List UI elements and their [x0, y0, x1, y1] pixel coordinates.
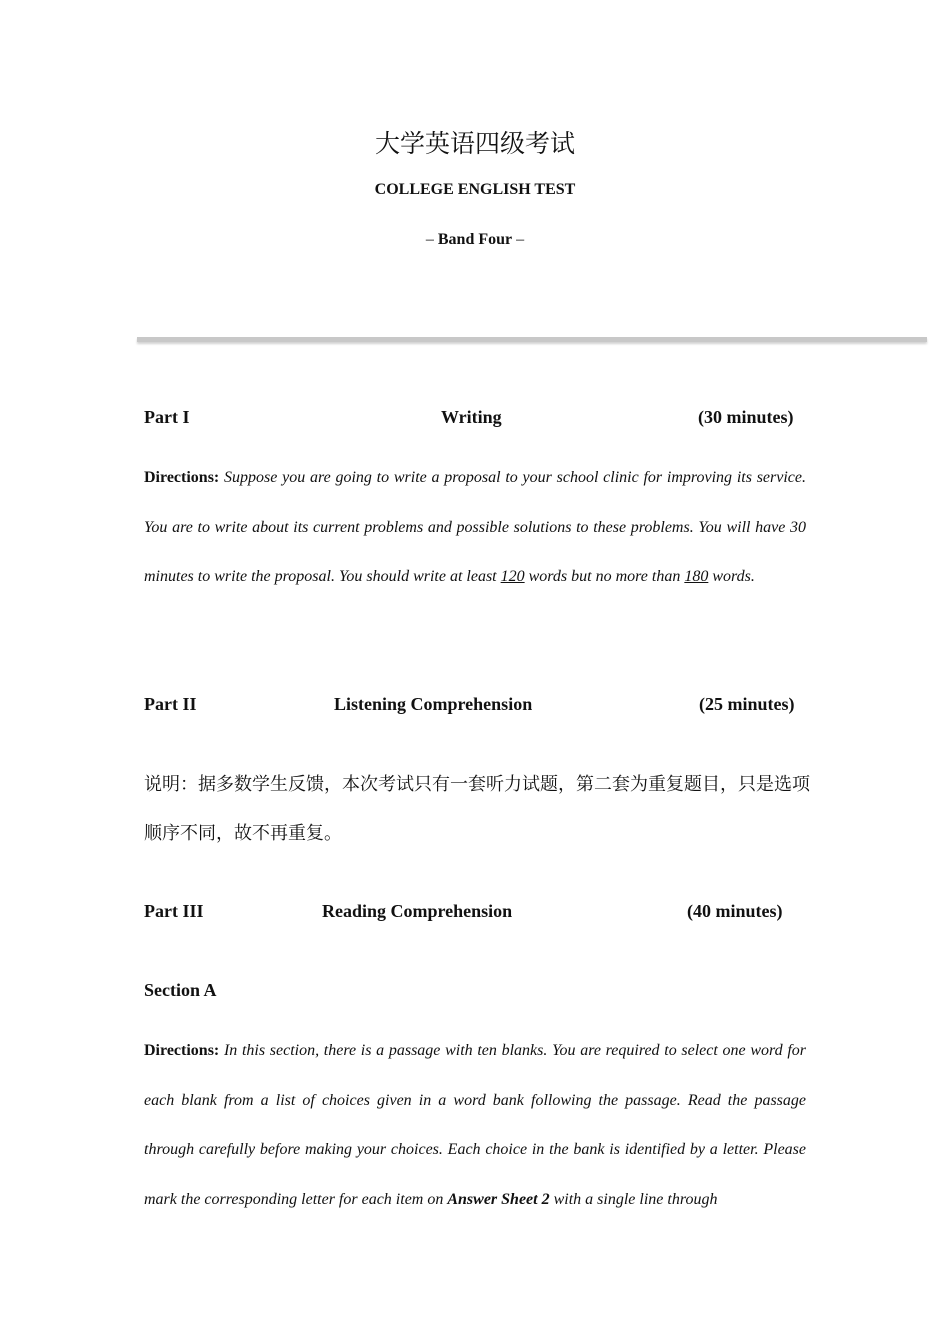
- band-label: Band Four: [437, 231, 513, 248]
- part-3-directions: [144, 1026, 806, 1225]
- part-3-label: Part III: [144, 901, 204, 921]
- answer-sheet-ref: Answer Sheet 2: [447, 1191, 550, 1209]
- directions-label: Directions:: [144, 469, 220, 486]
- min-words: 120: [500, 568, 525, 586]
- band-dash-right: –: [512, 231, 525, 248]
- part-2-time: (25 minutes): [699, 694, 795, 714]
- section-a-heading: Section A: [144, 980, 217, 1000]
- directions-text-b: words but no more than: [524, 568, 685, 586]
- header-divider: [137, 337, 927, 342]
- exam-title-english: COLLEGE ENGLISH TEST: [374, 181, 576, 198]
- part-2-name: Listening Comprehension: [334, 694, 533, 714]
- band-subtitle: [0, 231, 950, 249]
- directions-text-b: with a single line through: [549, 1191, 718, 1209]
- part-2-heading: [144, 694, 806, 718]
- max-words: 180: [684, 568, 709, 586]
- part-1-heading: [144, 407, 806, 431]
- directions-text-a: In this section, there is a passage with ten blanks. You are required to select one word for each blank from a list of choices given in a word bank following the passage. Read the passage through carefully before making your choices. Each choice in the bank is identified by a letter. Please mark the corresponding letter for each item on: [144, 1042, 806, 1209]
- directions-text-a: Suppose you are going to write a proposal to your school clinic for improving its service. You are to write about its current problems and possible solutions to these problems. You will have 30 minutes to write the proposal. You should write at least: [144, 469, 806, 586]
- directions-text-c: words.: [708, 568, 755, 586]
- part-1-time: (30 minutes): [698, 407, 794, 427]
- band-dash-left: –: [425, 231, 438, 248]
- part-3-name: Reading Comprehension: [322, 901, 513, 921]
- part-1-name: Writing: [441, 407, 502, 427]
- directions-label: Directions:: [144, 1042, 220, 1059]
- part-1-label: Part I: [144, 407, 190, 427]
- part-3-heading: [144, 901, 806, 925]
- part-1-directions: [144, 453, 806, 602]
- part-3-time: (40 minutes): [687, 901, 783, 921]
- exam-title-chinese: 大学英语四级考试: [374, 129, 575, 158]
- listening-note: 说明：据多数学生反馈，本次考试只有一套听力试题，第二套为重复题目，只是选项顺序不同，故不再重复。: [144, 774, 810, 844]
- part-2-label: Part II: [144, 694, 197, 714]
